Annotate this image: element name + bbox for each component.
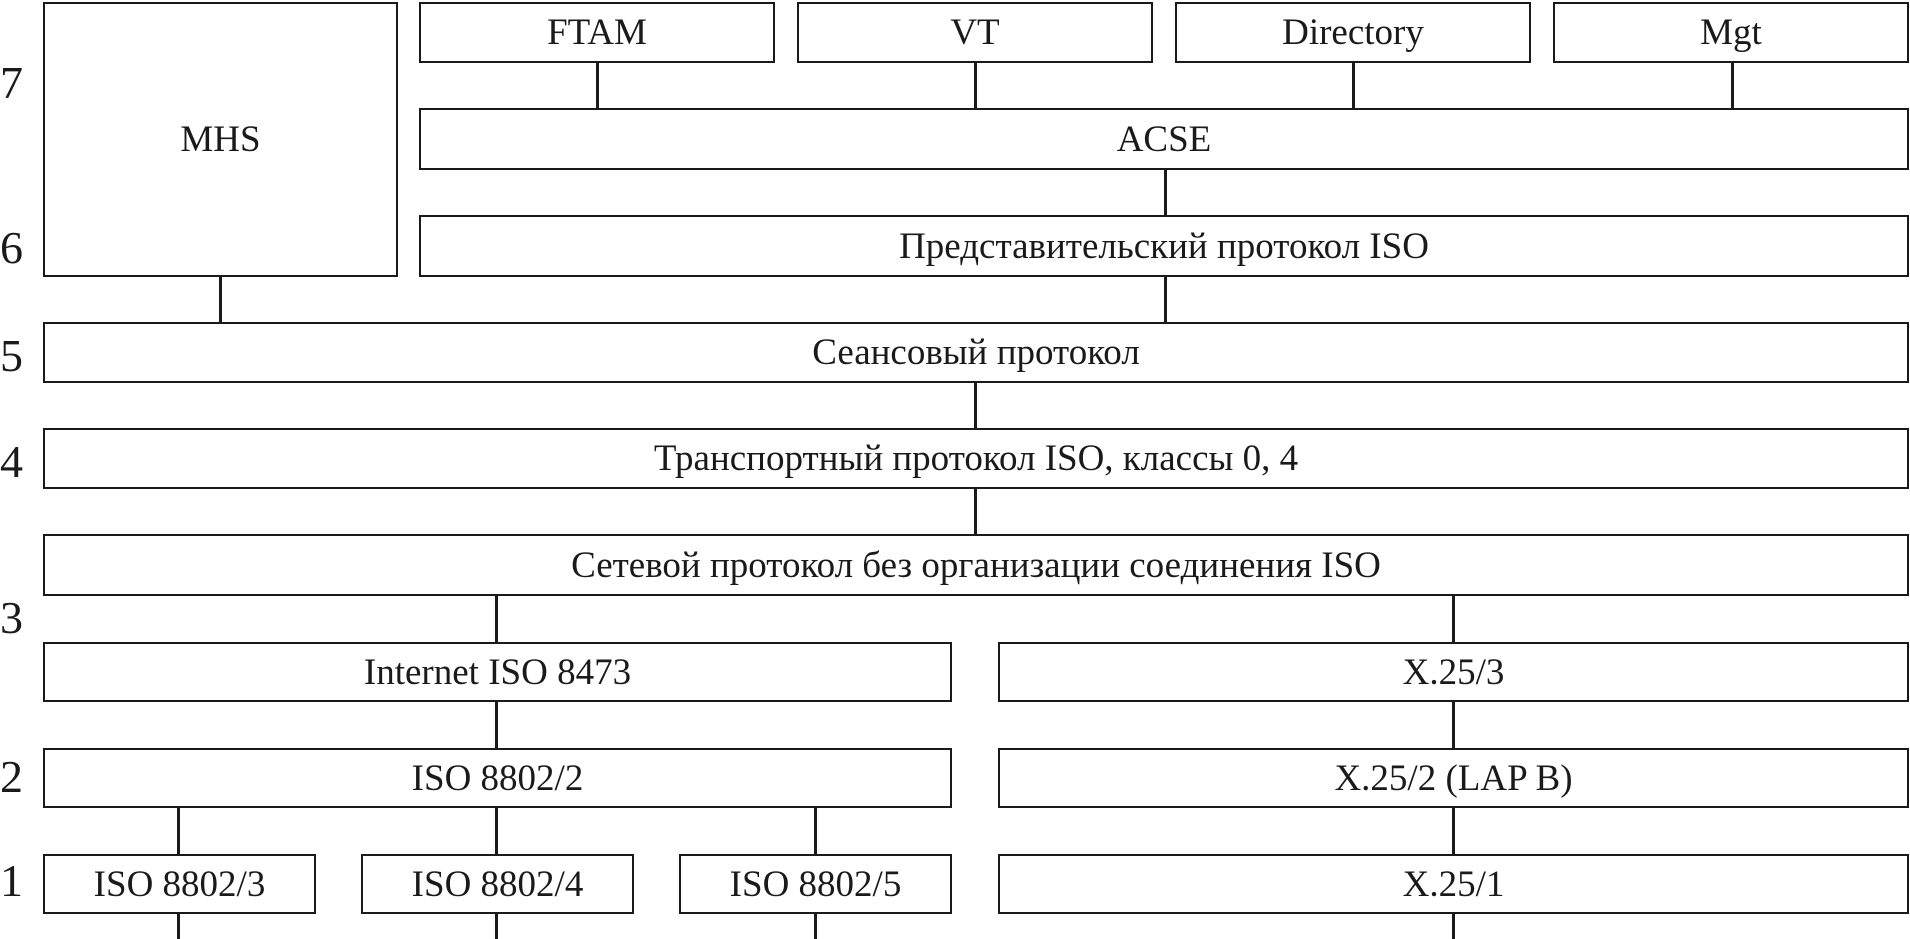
connector-iso-8802-3-down <box>177 912 180 939</box>
connector-network-x25-3 <box>1452 594 1455 642</box>
box-session-protocol: Сеансовый протокол <box>43 322 1909 383</box>
box-transport-protocol: Транспортный протокол ISO, классы 0, 4 <box>43 428 1909 489</box>
box-iso-8802-5: ISO 8802/5 <box>679 854 952 914</box>
connector-internet-iso-8802-2 <box>495 700 498 748</box>
box-iso-8802-2: ISO 8802/2 <box>43 748 952 808</box>
layer-label-5: 5 <box>0 330 23 381</box>
box-directory: Directory <box>1175 2 1531 63</box>
box-mhs: MHS <box>43 2 398 277</box>
box-internet-iso-8473: Internet ISO 8473 <box>43 642 952 702</box>
box-vt: VT <box>797 2 1153 63</box>
connector-mgt-acse <box>1731 61 1734 108</box>
connector-session-transport <box>974 381 977 428</box>
box-acse: ACSE <box>419 108 1909 170</box>
connector-iso-8802-2-iso-8802-4 <box>495 806 498 854</box>
box-iso-8802-4: ISO 8802/4 <box>361 854 634 914</box>
connector-x25-2-x25-1 <box>1452 806 1455 854</box>
connector-directory-acse <box>1352 61 1355 108</box>
layer-label-3: 3 <box>0 592 23 643</box>
connector-vt-acse <box>974 61 977 108</box>
connector-iso-8802-4-down <box>495 912 498 939</box>
connector-network-internet <box>495 594 498 642</box>
box-x25-2: X.25/2 (LAP B) <box>998 748 1909 808</box>
box-presentation-protocol: Представительский протокол ISO <box>419 215 1909 277</box>
connector-ftam-acse <box>596 61 599 108</box>
connector-x25-3-x25-2 <box>1452 700 1455 748</box>
connector-iso-8802-2-iso-8802-5 <box>814 806 817 854</box>
box-mgt: Mgt <box>1553 2 1909 63</box>
layer-label-6: 6 <box>0 222 23 273</box>
connector-presentation-session <box>1164 275 1167 322</box>
layer-label-1: 1 <box>0 855 23 906</box>
layer-label-7: 7 <box>0 57 23 108</box>
box-ftam: FTAM <box>419 2 775 63</box>
connector-iso-8802-2-iso-8802-3 <box>177 806 180 854</box>
layer-label-4: 4 <box>0 436 23 487</box>
layer-label-2: 2 <box>0 751 23 802</box>
connector-transport-network <box>974 487 977 534</box>
connector-mhs-session <box>219 275 222 322</box>
box-iso-8802-3: ISO 8802/3 <box>43 854 316 914</box>
connector-x25-1-down <box>1452 912 1455 939</box>
box-network-protocol: Сетевой протокол без организации соединения ISO <box>43 534 1909 596</box>
connector-iso-8802-5-down <box>814 912 817 939</box>
box-x25-1: X.25/1 <box>998 854 1909 914</box>
box-x25-3: X.25/3 <box>998 642 1909 702</box>
connector-acse-presentation <box>1164 168 1167 215</box>
